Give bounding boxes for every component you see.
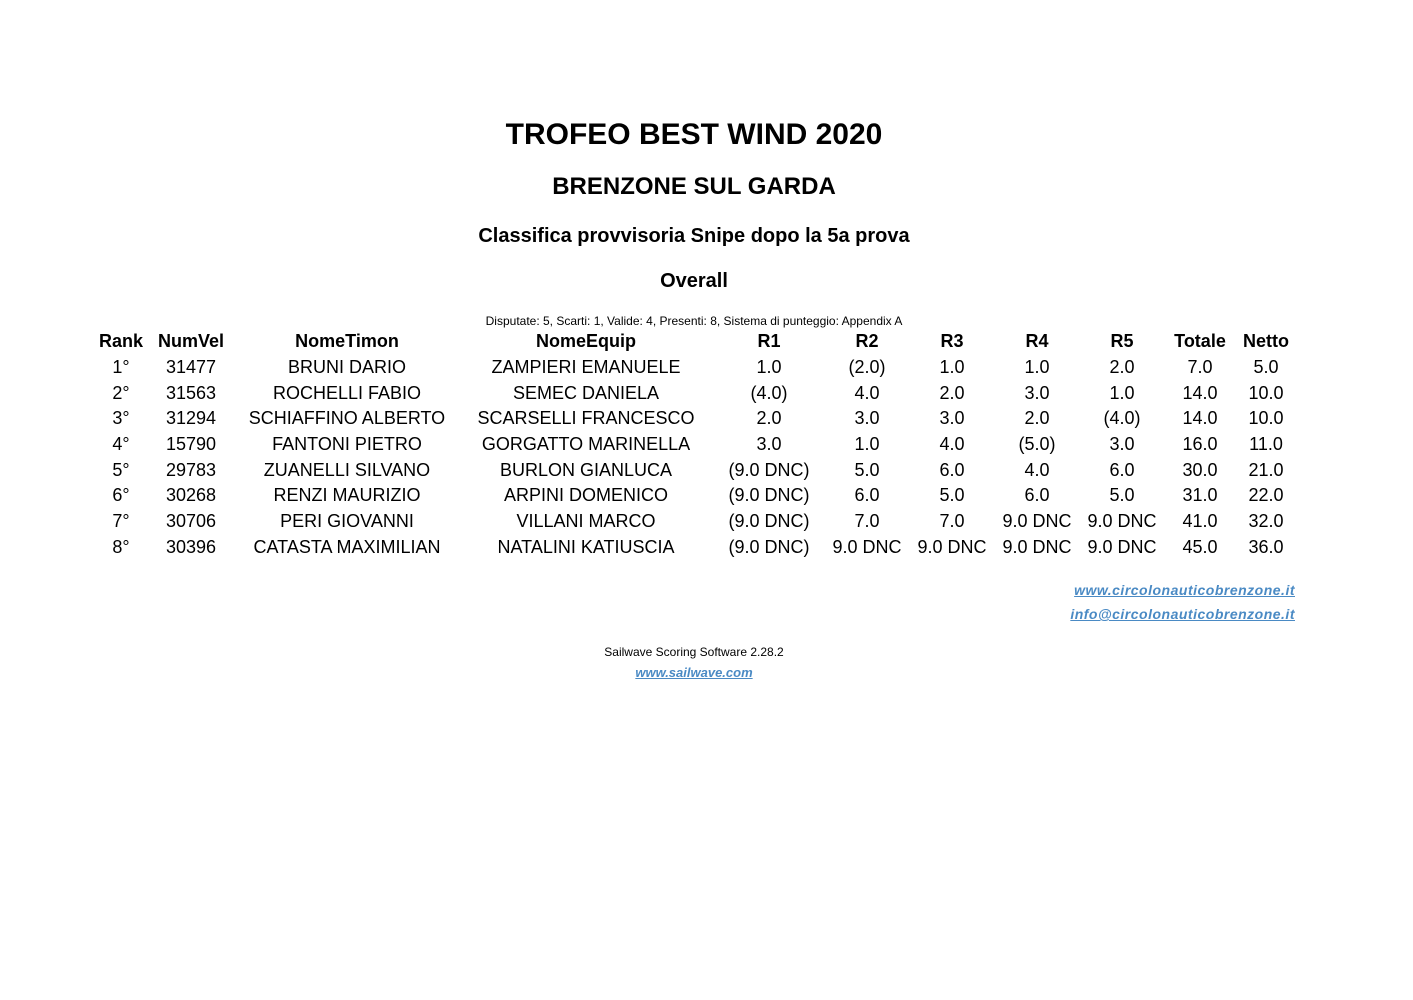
cell-r1: 1.0: [756, 357, 782, 378]
cell-r3: 7.0: [939, 511, 965, 532]
cell-nometimon: ZUANELLI SILVANO: [263, 459, 431, 480]
software-credit: Sailwave Scoring Software 2.28.2: [604, 645, 784, 659]
column-header-rank: Rank: [98, 331, 143, 352]
cell-r2: (2.0): [848, 357, 886, 378]
cell-nometimon: CATASTA MAXIMILIAN: [253, 536, 441, 557]
cell-r2: 5.0: [854, 459, 880, 480]
cell-nometimon: SCHIAFFINO ALBERTO: [248, 408, 446, 429]
software-website-link[interactable]: www.sailwave.com: [635, 665, 753, 680]
cell-r4: 9.0 DNC: [1002, 536, 1072, 557]
cell-r1: (9.0 DNC): [728, 459, 810, 480]
cell-r5: 1.0: [1109, 382, 1135, 403]
cell-r3: 1.0: [939, 357, 965, 378]
cell-nomeequip: NATALINI KATIUSCIA: [497, 536, 675, 557]
column-header-r2: R2: [855, 331, 879, 352]
table-row: [93, 483, 1299, 509]
cell-netto: 36.0: [1248, 536, 1284, 557]
table-row: [93, 406, 1299, 432]
event-location: BRENZONE SUL GARDA: [552, 173, 836, 200]
cell-netto: 11.0: [1249, 434, 1283, 455]
cell-r3: 9.0 DNC: [917, 536, 987, 557]
cell-r2: 3.0: [854, 408, 880, 429]
cell-r5: 6.0: [1109, 459, 1135, 480]
cell-nometimon: ROCHELLI FABIO: [272, 382, 422, 403]
column-header-r3: R3: [940, 331, 964, 352]
cell-netto: 21.0: [1248, 459, 1284, 480]
club-website-link[interactable]: www.circolonauticobrenzone.it: [1074, 582, 1295, 598]
cell-r2: 6.0: [854, 485, 880, 506]
cell-r3: 2.0: [939, 382, 965, 403]
cell-r1: (9.0 DNC): [728, 536, 810, 557]
cell-r2: 9.0 DNC: [832, 536, 902, 557]
cell-r4: (5.0): [1018, 434, 1056, 455]
cell-nometimon: FANTONI PIETRO: [272, 434, 422, 455]
cell-totale: 45.0: [1182, 536, 1218, 557]
cell-r4: 3.0: [1024, 382, 1050, 403]
cell-r1: (9.0 DNC): [728, 511, 810, 532]
cell-r1: (9.0 DNC): [728, 485, 810, 506]
column-header-nomeequip: NomeEquip: [535, 331, 636, 352]
cell-numvel: 15790: [165, 434, 217, 455]
cell-nomeequip: BURLON GIANLUCA: [499, 459, 673, 480]
cell-netto: 10.0: [1248, 382, 1284, 403]
cell-r4: 9.0 DNC: [1002, 511, 1072, 532]
cell-numvel: 30396: [165, 536, 217, 557]
cell-r5: (4.0): [1103, 408, 1141, 429]
cell-numvel: 31563: [165, 382, 217, 403]
cell-rank: 4°: [112, 434, 130, 455]
column-header-r5: R5: [1110, 331, 1134, 352]
cell-numvel: 31294: [165, 408, 217, 429]
series-info: Disputate: 5, Scarti: 1, Valide: 4, Presenti: 8, Sistema di punteggio: Appendix A: [485, 314, 903, 328]
results-group: Overall: [660, 270, 728, 292]
cell-totale: 31.0: [1182, 485, 1218, 506]
cell-r3: 5.0: [939, 485, 965, 506]
cell-totale: 30.0: [1182, 459, 1218, 480]
column-header-nometimon: NomeTimon: [295, 331, 399, 352]
cell-numvel: 30268: [165, 485, 217, 506]
cell-totale: 7.0: [1187, 357, 1213, 378]
cell-r1: 2.0: [756, 408, 782, 429]
column-header-r1: R1: [757, 331, 781, 352]
cell-totale: 14.0: [1182, 408, 1218, 429]
cell-nomeequip: ARPINI DOMENICO: [503, 485, 668, 506]
cell-r3: 4.0: [939, 434, 965, 455]
cell-r5: 9.0 DNC: [1087, 536, 1157, 557]
table-row: [93, 380, 1299, 406]
cell-nomeequip: GORGATTO MARINELLA: [481, 434, 691, 455]
cell-r2: 7.0: [854, 511, 880, 532]
cell-nomeequip: ZAMPIERI EMANUELE: [491, 357, 681, 378]
cell-r5: 5.0: [1109, 485, 1135, 506]
cell-rank: 2°: [112, 382, 130, 403]
column-header-netto: Netto: [1243, 331, 1289, 352]
cell-nometimon: PERI GIOVANNI: [280, 511, 414, 532]
cell-r3: 6.0: [939, 459, 965, 480]
cell-numvel: 31477: [165, 357, 217, 378]
cell-rank: 5°: [112, 459, 130, 480]
table-row: [93, 355, 1299, 381]
page-title: TROFEO BEST WIND 2020: [505, 118, 883, 151]
cell-netto: 32.0: [1248, 511, 1284, 532]
column-header-numvel: NumVel: [157, 331, 225, 352]
cell-r1: 3.0: [756, 434, 782, 455]
cell-totale: 14.0: [1182, 382, 1218, 403]
cell-rank: 7°: [112, 511, 130, 532]
cell-r2: 1.0: [854, 434, 880, 455]
cell-numvel: 30706: [165, 511, 217, 532]
cell-r4: 2.0: [1024, 408, 1050, 429]
cell-rank: 8°: [112, 536, 130, 557]
cell-r3: 3.0: [939, 408, 965, 429]
column-header-r4: R4: [1025, 331, 1049, 352]
cell-netto: 22.0: [1248, 485, 1284, 506]
column-header-totale: Totale: [1174, 331, 1226, 352]
cell-r4: 6.0: [1024, 485, 1050, 506]
cell-r5: 3.0: [1109, 434, 1135, 455]
club-email-link[interactable]: info@circolonauticobrenzone.it: [1070, 606, 1295, 622]
table-row: [93, 535, 1299, 561]
cell-r2: 4.0: [854, 382, 880, 403]
cell-numvel: 29783: [165, 459, 217, 480]
table-header-row: [93, 329, 1299, 355]
cell-r5: 9.0 DNC: [1087, 511, 1157, 532]
table-row: [93, 432, 1299, 458]
cell-rank: 6°: [112, 485, 130, 506]
cell-rank: 1°: [112, 357, 130, 378]
cell-nomeequip: SEMEC DANIELA: [512, 382, 660, 403]
cell-r1: (4.0): [750, 382, 788, 403]
results-body: [93, 355, 1299, 561]
cell-netto: 10.0: [1248, 408, 1284, 429]
cell-r4: 1.0: [1024, 357, 1050, 378]
results-subtitle: Classifica provvisoria Snipe dopo la 5a prova: [478, 225, 910, 247]
cell-netto: 5.0: [1253, 357, 1279, 378]
results-table: [93, 329, 1299, 560]
cell-totale: 16.0: [1182, 434, 1218, 455]
cell-rank: 3°: [112, 408, 130, 429]
cell-r5: 2.0: [1109, 357, 1135, 378]
cell-totale: 41.0: [1182, 511, 1218, 532]
table-row: [93, 457, 1299, 483]
cell-r4: 4.0: [1024, 459, 1050, 480]
cell-nomeequip: SCARSELLI FRANCESCO: [477, 408, 695, 429]
cell-nomeequip: VILLANI MARCO: [516, 511, 656, 532]
cell-nometimon: BRUNI DARIO: [287, 357, 406, 378]
table-row: [93, 509, 1299, 535]
cell-nometimon: RENZI MAURIZIO: [273, 485, 421, 506]
